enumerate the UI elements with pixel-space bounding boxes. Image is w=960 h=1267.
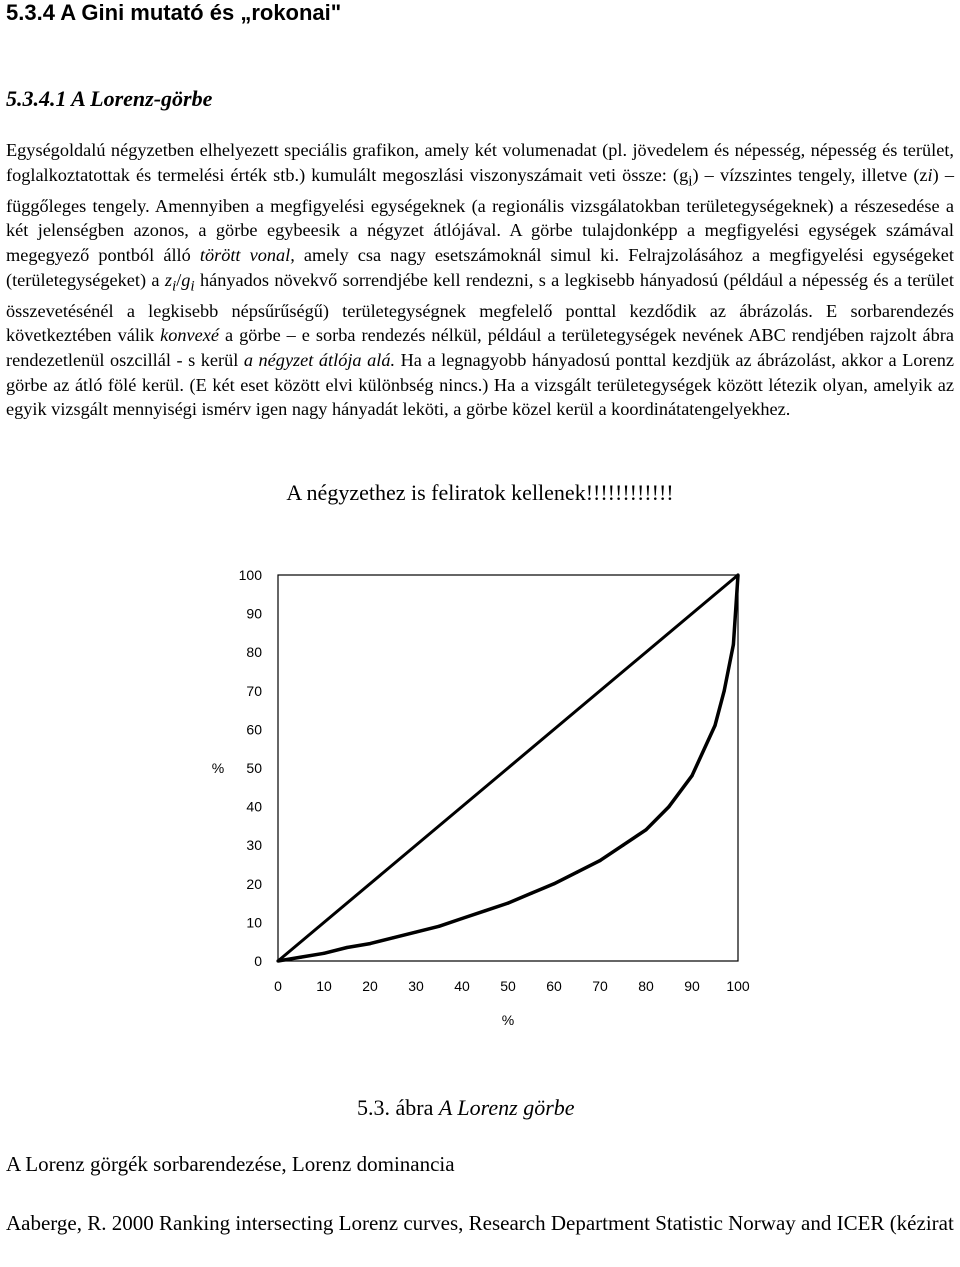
y-tick-label: 50 (246, 760, 262, 776)
lorenz-curve-point (299, 956, 302, 959)
y-tick-label: 80 (246, 644, 262, 661)
y-tick-label: 20 (246, 875, 262, 892)
y-tick-label: 30 (246, 837, 262, 854)
x-tick-label: 20 (362, 978, 378, 994)
lorenz-curve-point (368, 942, 371, 945)
lorenz-curve-point (460, 917, 463, 920)
section-title: A Lorenz görgék sorbarendezése, Lorenz dominancia (6, 1152, 455, 1176)
y-tick-label: 40 (246, 798, 262, 815)
x-tick-label: 100 (726, 978, 750, 994)
lorenz-curve-point (732, 643, 735, 646)
x-tick-label: 0 (274, 978, 282, 994)
y-axis-label: % (211, 760, 225, 776)
section-heading: 5.3.4 A Gini mutató és „rokonai" (6, 0, 342, 25)
x-tick-label: 70 (592, 978, 608, 994)
lorenz-curve-point (483, 909, 486, 912)
lorenz-curve-point (437, 925, 440, 928)
lorenz-curve-point (667, 805, 670, 808)
y-tick-label: 90 (246, 605, 262, 622)
lorenz-curve-point (575, 871, 578, 874)
subsection-heading: 5.3.4.1 A Lorenz-görbe (6, 86, 213, 111)
x-tick-label: 50 (500, 978, 516, 994)
lorenz-curve-point (552, 882, 555, 885)
x-tick-label: 60 (546, 978, 562, 994)
x-tick-label: 80 (638, 978, 654, 994)
lorenz-curve-point (345, 946, 348, 949)
lorenz-curve-point (713, 724, 716, 727)
x-tick-label: 10 (316, 978, 332, 994)
lorenz-curve-point (736, 573, 739, 576)
lorenz-curve-point (391, 936, 394, 939)
x-tick-label: 90 (684, 978, 700, 994)
lorenz-curve-point (621, 844, 624, 847)
lorenz-curve-point (644, 828, 647, 831)
y-tick-label: 0 (254, 953, 262, 969)
figure-caption: 5.3. ábra A Lorenz görbe (357, 1095, 575, 1120)
lorenz-curve-point (598, 859, 601, 862)
lorenz-curve-point (506, 902, 509, 905)
y-tick-label: 10 (246, 914, 262, 931)
body-paragraph: Egységoldalú négyzetben elhelyezett speciális grafikon, amely két volumenadat (pl. jövedelem és népesség, népesség és terület, foglalkoztatottak és termelési érték stb.) kumulált megoszlási viszonyszámait veti össze: $(g_i)$ – vízszintes tengely, illetve (zi) – függőleges tengely. Amennyiben a megfigyelési egységeknek (a regionális vizsgálatokban területegységeknek) a részesedése a két jelenségben azonos, a görbe egybeesik a négyzet átlójával. A görbe tulajdonképp a megfigyelési egységek számával megegyező pontból álló törött vonal, amely csa nagy esetszámoknál simul ki. Felrajzolásához a megfigyelési egységeket (területegységeket) a $z_i/g_i$ hányados növekvő sorrendjébe kell rendezni, s a legkisebb hányadosú (például a népesség és a terület összevetésénél a legkisebb népsűrűségű) területegységnek megfelelő ponttal kezdődik az ábrázolás. E sorbarendezés következtében válik konvexé a görbe – e sorba rendezés nélkül, például a területegységek nevének ABC rendjében rajzolt ábra rendezetlenül oszcillál - s kerül a négyzet átlója alá. Ha a legnagyobb hányadosú ponttal kezdjük az ábrázolást, akkor a Lorenz görbe az átló fölé kerül. (E két eset között elvi különbség nincs.) Ha a vizsgált területegységek között létezik olyan, amelyik az egyik vizsgált mennyiségi ismérv igen nagy hányadát leköti, a görbe közel kerül a koordinátatengelyekhez. (6, 140, 955, 420)
lorenz-curve-point (690, 774, 693, 777)
warning-note: A négyzethez is feliratok kellenek!!!!!!!!!!!! (286, 480, 674, 505)
lorenz-curve-point (529, 892, 532, 895)
lorenz-curve-point (322, 952, 325, 955)
x-axis-label: % (501, 1012, 515, 1028)
y-tick-label: 70 (246, 682, 262, 699)
x-tick-label: 30 (408, 978, 424, 994)
x-tick-label: 40 (454, 978, 470, 994)
y-tick-label: 100 (238, 567, 262, 583)
reference: Aaberge, R. 2000 Ranking intersecting Lorenz curves, Research Department Statistic Norway and ICER (kézirat (6, 1211, 954, 1235)
lorenz-curve-point (414, 930, 417, 933)
lorenz-curve-point (723, 689, 726, 692)
y-tick-label: 60 (246, 721, 262, 738)
lorenz-chart (190, 555, 770, 1035)
lorenz-curve-point (276, 959, 279, 962)
